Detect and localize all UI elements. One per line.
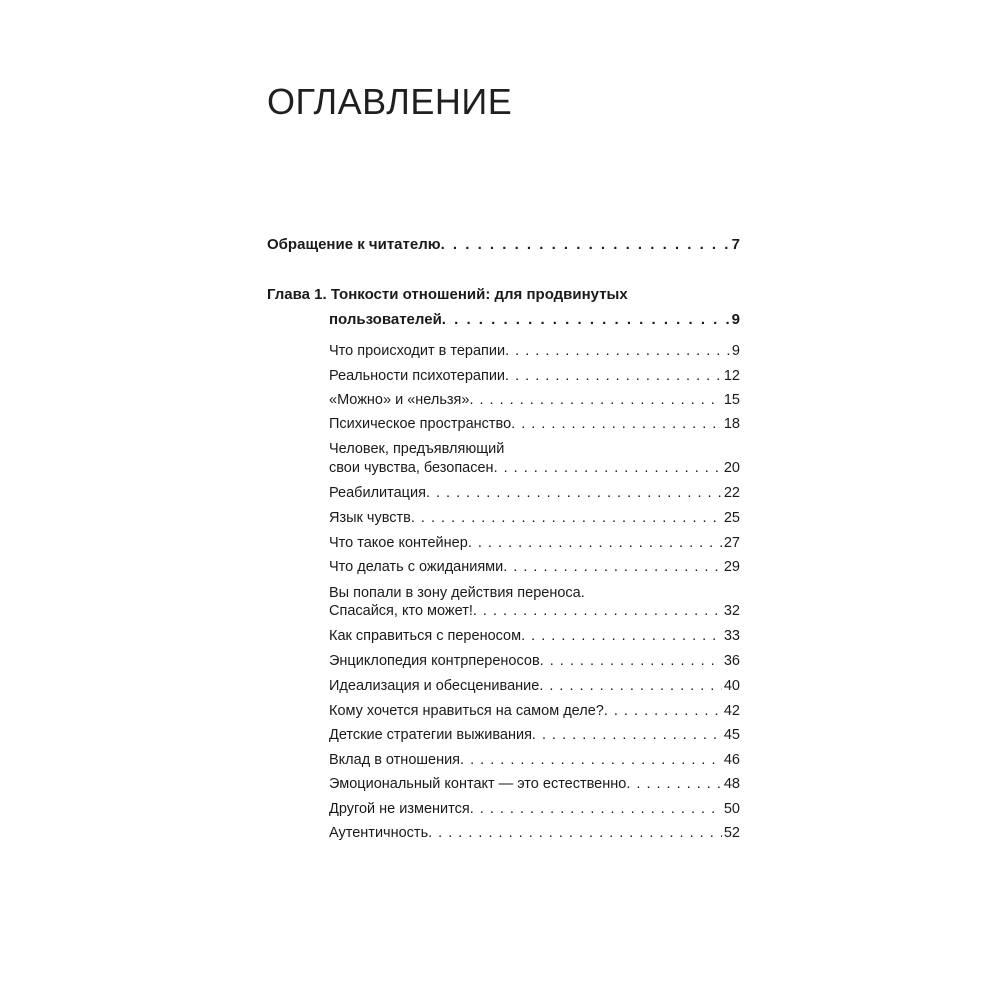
toc-section-page: 18	[723, 416, 740, 432]
toc-section-title: Аутентичность	[329, 825, 429, 841]
toc-section-title: Кому хочется нравиться на самом деле?	[329, 703, 604, 719]
toc-section	[329, 825, 740, 841]
dot-leader	[511, 416, 722, 432]
toc-section-page: 12	[723, 368, 740, 384]
dot-leader	[505, 368, 722, 384]
toc-section-title: «Можно» и «нельзя»	[329, 392, 470, 408]
dot-leader	[426, 485, 722, 501]
dot-leader	[626, 776, 722, 792]
toc-section-page: 46	[723, 752, 740, 768]
dot-leader	[604, 703, 722, 719]
dot-leader	[540, 653, 722, 669]
dot-leader	[441, 236, 730, 253]
dot-leader	[521, 628, 722, 644]
toc-section	[329, 727, 740, 743]
dot-leader	[469, 392, 721, 408]
dot-leader	[442, 311, 730, 328]
toc-section-title-line1: Человек, предъявляющий	[329, 441, 505, 457]
page-title: ОГЛАВЛЕНИЕ	[267, 81, 513, 122]
toc-section-title: Как справиться с переносом	[329, 628, 522, 644]
toc-section	[329, 485, 740, 501]
toc-section-title: Спасайся, кто может!	[329, 603, 473, 619]
dot-leader	[539, 678, 722, 694]
toc-entry-title: пользователей	[329, 311, 442, 328]
toc-section-title: Что такое контейнер	[329, 535, 468, 551]
toc-section-title: Психическое пространство	[329, 416, 512, 432]
toc-section	[329, 535, 740, 551]
toc-section-page: 50	[723, 801, 740, 817]
toc-section	[329, 343, 740, 359]
dot-leader	[470, 801, 722, 817]
toc-section	[329, 752, 740, 768]
toc-section	[329, 416, 740, 432]
dot-leader	[460, 752, 722, 768]
toc-entry-page: 7	[731, 236, 740, 253]
toc-section-page: 48	[723, 776, 740, 792]
toc-section-title: Что делать с ожиданиями	[329, 559, 504, 575]
toc-section-page: 40	[723, 678, 740, 694]
toc-section-page: 15	[723, 392, 740, 408]
dot-leader	[505, 343, 730, 359]
toc-section-page: 22	[723, 485, 740, 501]
toc-section-title: Язык чувств	[329, 510, 411, 526]
toc-section	[329, 510, 740, 526]
toc-section-title: Идеализация и обесценивание	[329, 678, 540, 694]
toc-section-page: 25	[723, 510, 740, 526]
toc-section-page: 29	[723, 559, 740, 575]
toc-section-page: 45	[723, 727, 740, 743]
toc-section-title: Другой не изменится	[329, 801, 470, 817]
toc-section	[329, 703, 740, 719]
toc-section	[329, 678, 740, 694]
toc-section	[329, 368, 740, 384]
dot-leader	[473, 603, 722, 619]
toc-section	[329, 653, 740, 669]
dot-leader	[411, 510, 722, 526]
toc-section-title: Что происходит в терапии	[329, 343, 506, 359]
toc-section-title: Реабилитация	[329, 485, 426, 501]
toc-section-title: Вклад в отношения	[329, 752, 461, 768]
toc-section	[329, 559, 740, 575]
toc-section-page: 33	[723, 628, 740, 644]
toc-section-page: 36	[723, 653, 740, 669]
toc-section	[329, 460, 740, 476]
toc-section-title: Энциклопедия контрпереносов	[329, 653, 540, 669]
toc-section-title: Реальности психотерапии	[329, 368, 506, 384]
toc-section-page: 27	[723, 535, 740, 551]
toc-section-page: 42	[723, 703, 740, 719]
toc-section-title: Детские стратегии выживания	[329, 727, 532, 743]
toc-entry-preface	[267, 236, 740, 253]
dot-leader	[494, 460, 722, 476]
toc-section-title-line1: Вы попали в зону действия переноса.	[329, 585, 585, 601]
toc-section-title: Эмоциональный контакт — это естественно	[329, 776, 627, 792]
toc-section-page: 32	[723, 603, 740, 619]
dot-leader	[428, 825, 722, 841]
toc-entry-chapter-1	[329, 311, 740, 328]
toc-section	[329, 801, 740, 817]
toc-section	[329, 776, 740, 792]
toc-section	[329, 603, 740, 619]
toc-section-page: 52	[723, 825, 740, 841]
toc-section-title: свои чувства, безопасен	[329, 460, 494, 476]
dot-leader	[468, 535, 722, 551]
toc-section-page: 9	[731, 343, 740, 359]
toc-section	[329, 392, 740, 408]
toc-section-page: 20	[723, 460, 740, 476]
toc-entry-title: Обращение к читателю	[267, 236, 441, 253]
dot-leader	[503, 559, 722, 575]
dot-leader	[532, 727, 722, 743]
toc-entry-page: 9	[731, 311, 740, 328]
toc-section	[329, 628, 740, 644]
toc-chapter-title-line1: Глава 1. Тонкости отношений: для продвинутых	[267, 286, 628, 303]
